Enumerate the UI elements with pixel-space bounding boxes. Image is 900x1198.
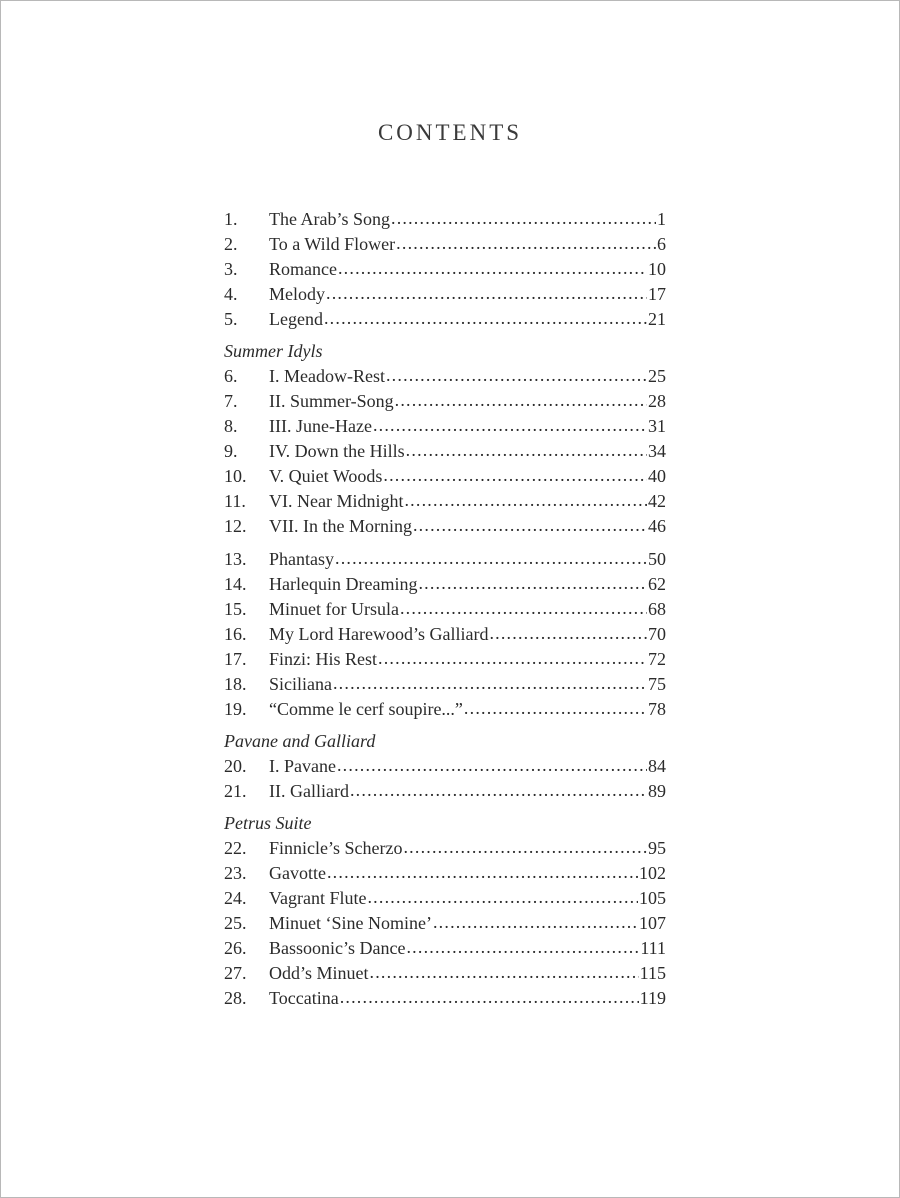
toc-entry[interactable]	[224, 489, 666, 514]
entry-number: 25.	[224, 913, 247, 933]
dot-leader	[396, 231, 656, 256]
entry-number: 11.	[224, 491, 246, 511]
dot-leader	[406, 438, 647, 463]
entry-title: VII. In the Morning	[269, 516, 412, 536]
entry-title: III. June-Haze	[269, 416, 372, 436]
toc-entry[interactable]	[224, 514, 666, 539]
dot-leader	[373, 413, 647, 438]
entry-number: 26.	[224, 938, 247, 958]
dot-leader	[418, 571, 647, 596]
entry-title: I. Meadow-Rest	[269, 366, 385, 386]
entry-number: 16.	[224, 624, 247, 644]
entry-page-number: 46	[648, 516, 666, 536]
entry-title: Vagrant Flute	[269, 888, 367, 908]
toc-entry[interactable]	[224, 622, 666, 647]
toc-entry[interactable]	[224, 207, 666, 232]
section-heading: Summer Idyls	[224, 341, 323, 361]
entry-page-number: 10	[648, 259, 666, 279]
entry-number: 8.	[224, 416, 238, 436]
entry-page-number: 31	[648, 416, 666, 436]
dot-leader	[464, 696, 647, 721]
entry-number: 28.	[224, 988, 247, 1008]
toc-entry[interactable]	[224, 861, 666, 886]
dot-leader	[413, 513, 647, 538]
entry-title: The Arab’s Song	[269, 209, 390, 229]
entry-page-number: 105	[639, 888, 666, 908]
toc-entry[interactable]	[224, 647, 666, 672]
entry-page-number: 34	[648, 441, 666, 461]
entry-title: VI. Near Midnight	[269, 491, 404, 511]
entry-page-number: 68	[648, 599, 666, 619]
toc-entry[interactable]	[224, 439, 666, 464]
toc-entry[interactable]	[224, 672, 666, 697]
toc-entry[interactable]	[224, 986, 666, 1011]
entry-title: Minuet ‘Sine Nomine’	[269, 913, 432, 933]
dot-leader	[335, 546, 647, 571]
entry-number: 22.	[224, 838, 247, 858]
dot-leader	[378, 646, 647, 671]
entry-page-number: 50	[648, 549, 666, 569]
entry-title: Gavotte	[269, 863, 326, 883]
entry-page-number: 1	[657, 209, 666, 229]
toc-entry[interactable]	[224, 597, 666, 622]
dot-leader	[350, 778, 647, 803]
entry-title: Romance	[269, 259, 337, 279]
toc-entry[interactable]	[224, 936, 666, 961]
entry-title: Finzi: His Rest	[269, 649, 378, 669]
entry-page-number: 21	[648, 309, 666, 329]
toc-entry[interactable]	[224, 754, 666, 779]
dot-leader	[324, 306, 647, 331]
entry-title: Legend	[269, 309, 323, 329]
entry-page-number: 107	[639, 913, 666, 933]
dot-leader	[333, 671, 647, 696]
dot-leader	[404, 488, 647, 513]
entry-page-number: 89	[648, 781, 666, 801]
entry-title: My Lord Harewood’s Galliard	[269, 624, 489, 644]
dot-leader	[403, 835, 647, 860]
dot-leader	[370, 960, 639, 985]
toc-entry[interactable]	[224, 836, 666, 861]
section-heading: Pavane and Galliard	[224, 731, 376, 751]
entry-number: 10.	[224, 466, 247, 486]
section-heading: Petrus Suite	[224, 813, 312, 833]
entry-number: 13.	[224, 549, 247, 569]
entry-number: 20.	[224, 756, 247, 776]
dot-leader	[337, 753, 647, 778]
entry-page-number: 28	[648, 391, 666, 411]
entry-title: I. Pavane	[269, 756, 336, 776]
entry-page-number: 62	[648, 574, 666, 594]
entry-number: 23.	[224, 863, 247, 883]
entry-number: 14.	[224, 574, 247, 594]
entry-title: Toccatina	[269, 988, 339, 1008]
entry-title: Bassoonic’s Dance	[269, 938, 406, 958]
entry-page-number: 119	[639, 988, 666, 1008]
entry-number: 18.	[224, 674, 247, 694]
entry-title: V. Quiet Woods	[269, 466, 383, 486]
entry-number: 1.	[224, 209, 238, 229]
entry-title: To a Wild Flower	[269, 234, 396, 254]
toc-entry[interactable]	[224, 697, 666, 722]
dot-leader	[340, 985, 639, 1010]
entry-page-number: 6	[657, 234, 666, 254]
dot-leader	[327, 860, 638, 885]
toc-entry[interactable]	[224, 572, 666, 597]
toc-entry[interactable]	[224, 257, 666, 282]
entry-number: 12.	[224, 516, 247, 536]
dot-leader	[383, 463, 647, 488]
toc-entry[interactable]	[224, 779, 666, 804]
toc-entry[interactable]	[224, 364, 666, 389]
table-of-contents	[224, 207, 666, 1011]
toc-entry[interactable]	[224, 282, 666, 307]
toc-entry[interactable]	[224, 232, 666, 257]
entry-page-number: 40	[648, 466, 666, 486]
dot-leader	[406, 935, 639, 960]
toc-entry[interactable]	[224, 961, 666, 986]
entry-number: 9.	[224, 441, 238, 461]
toc-entry[interactable]	[224, 911, 666, 936]
entry-title: “Comme le cerf soupire...”	[269, 699, 463, 719]
entry-number: 24.	[224, 888, 247, 908]
entry-page-number: 25	[648, 366, 666, 386]
entry-title: Siciliana	[269, 674, 332, 694]
entry-title: Harlequin Dreaming	[269, 574, 418, 594]
dot-leader	[326, 281, 647, 306]
entry-page-number: 78	[648, 699, 666, 719]
entry-number: 4.	[224, 284, 238, 304]
dot-leader	[338, 256, 647, 281]
dot-leader	[489, 621, 647, 646]
toc-entry[interactable]	[224, 389, 666, 414]
entry-title: Phantasy	[269, 549, 334, 569]
toc-entry[interactable]	[224, 307, 666, 332]
entry-number: 3.	[224, 259, 238, 279]
entry-title: II. Galliard	[269, 781, 349, 801]
entry-page-number: 70	[648, 624, 666, 644]
entry-page-number: 17	[648, 284, 666, 304]
entry-number: 5.	[224, 309, 238, 329]
toc-entry[interactable]	[224, 886, 666, 911]
entry-title: Finnicle’s Scherzo	[269, 838, 403, 858]
entry-page-number: 95	[648, 838, 666, 858]
entry-title: IV. Down the Hills	[269, 441, 405, 461]
entry-page-number: 102	[639, 863, 666, 883]
dot-leader	[391, 206, 656, 231]
entry-page-number: 75	[648, 674, 666, 694]
entry-page-number: 84	[648, 756, 666, 776]
entry-number: 15.	[224, 599, 247, 619]
entry-number: 27.	[224, 963, 247, 983]
entry-number: 6.	[224, 366, 238, 386]
page-title: CONTENTS	[377, 120, 523, 145]
entry-number: 2.	[224, 234, 238, 254]
toc-entry[interactable]	[224, 414, 666, 439]
entry-page-number: 72	[648, 649, 666, 669]
entry-page-number: 42	[648, 491, 666, 511]
toc-entry[interactable]	[224, 464, 666, 489]
entry-title: II. Summer-Song	[269, 391, 394, 411]
dot-leader	[400, 596, 647, 621]
entry-number: 21.	[224, 781, 247, 801]
dot-leader	[386, 363, 647, 388]
dot-leader	[367, 885, 638, 910]
entry-title: Odd’s Minuet	[269, 963, 369, 983]
toc-entry[interactable]	[224, 547, 666, 572]
entry-number: 19.	[224, 699, 247, 719]
entry-title: Minuet for Ursula	[269, 599, 399, 619]
entry-page-number: 115	[639, 963, 666, 983]
entry-number: 17.	[224, 649, 247, 669]
entry-number: 7.	[224, 391, 238, 411]
dot-leader	[433, 910, 638, 935]
dot-leader	[395, 388, 647, 413]
entry-title: Melody	[269, 284, 325, 304]
entry-page-number: 111	[640, 938, 666, 958]
